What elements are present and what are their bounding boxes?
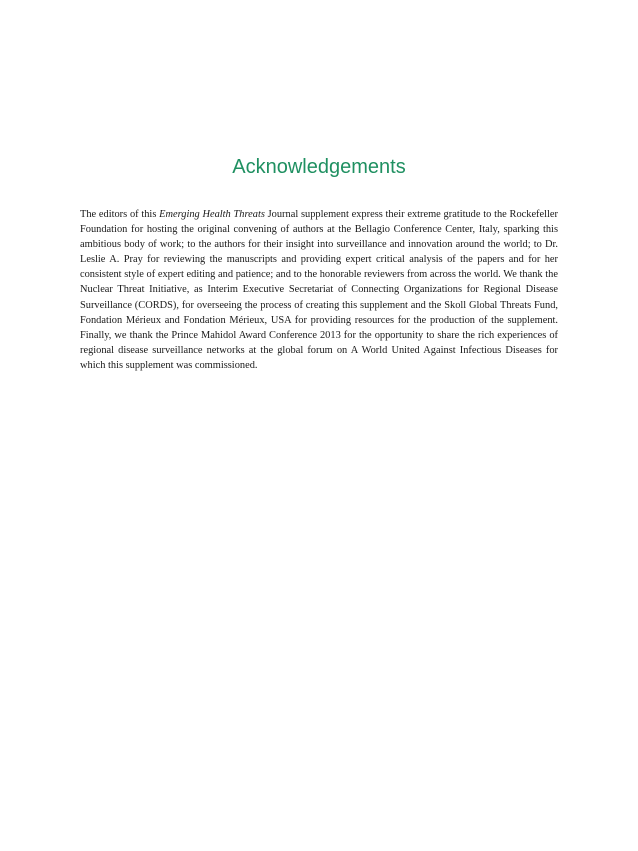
paragraph-text-start: The editors of this (80, 209, 160, 220)
page-title: Acknowledgements (232, 156, 406, 178)
acknowledgements-paragraph (80, 207, 558, 373)
journal-title: Emerging Health Threats (159, 209, 265, 220)
paragraph-text-rest: Journal supplement express their extreme gratitude to the Rockefeller Foundation for hosting the original convening of authors at the Bellagio Conference Center, Italy, sparking this ambitious body of work; to the authors for their insight into surveillance and innovation around the world; to Dr. Leslie A. Pray for reviewing the manuscripts and providing expert critical analysis of the papers and for her consistent style of expert editing and patience; and to the honorable reviewers from across the world. We thank the Nuclear Threat Initiative, as Interim Executive Secretariat of Connecting Organizations for Regional Disease Surveillance (CORDS), for overseeing the process of creating this supplement and the Skoll Global Threats Fund, Fondation Mérieux and Fondation Mérieux, USA for providing resources for the production of the supplement. Finally, we thank the Prince Mahidol Award Conference 2013 for the opportunity to share the rich experiences of regional disease surveillance networks at the global forum on A World United Against Infectious Diseases for which this supplement was commissioned. (80, 209, 558, 371)
